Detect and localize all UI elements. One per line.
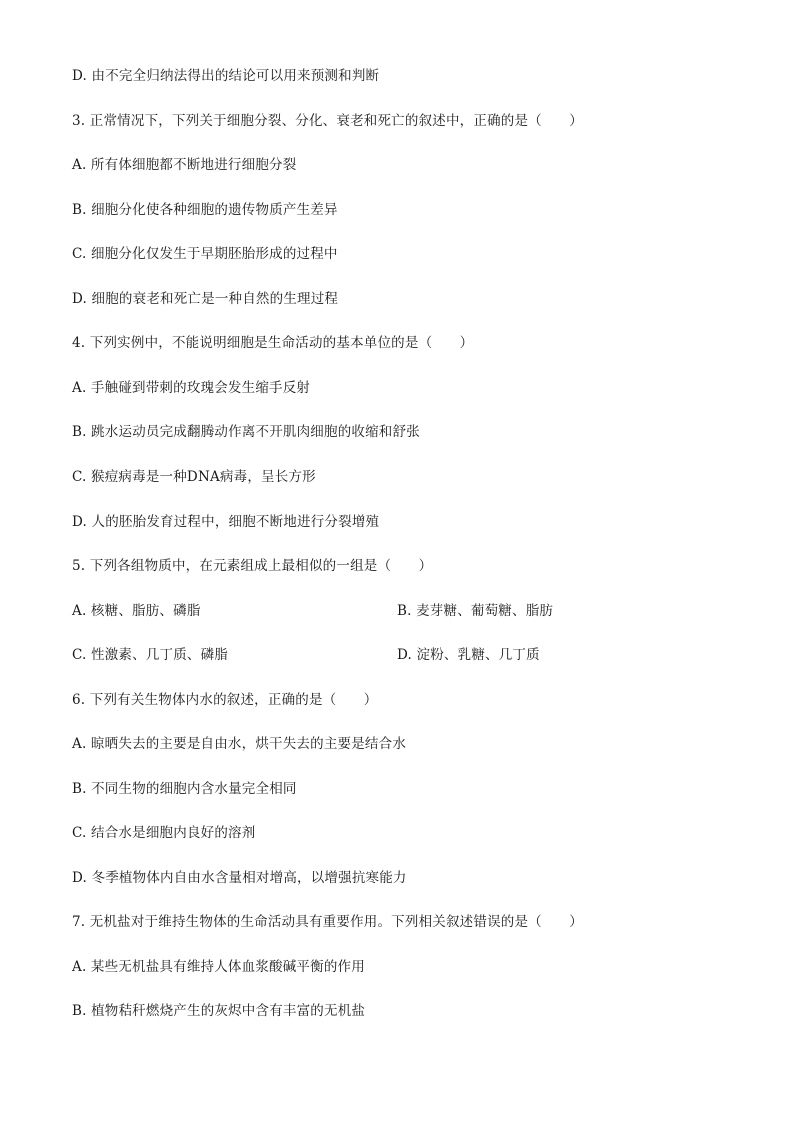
q4-stem: 4. 下列实例中，不能说明细胞是生命活动的基本单位的是（ ）: [72, 335, 474, 351]
q2-option-d: D. 由不完全归纳法得出的结论可以用来预测和判断: [72, 68, 380, 84]
q6-stem: 6. 下列有关生物体内水的叙述，正确的是（ ）: [72, 692, 378, 708]
q4-option-c: C. 猴痘病毒是一种DNA病毒，呈长方形: [72, 469, 316, 485]
q5-option-b: B. 麦芽糖、葡萄糖、脂肪: [397, 603, 554, 619]
q5-option-a: A. 核糖、脂肪、磷脂: [72, 603, 201, 619]
q5-stem: 5. 下列各组物质中，在元素组成上最相似的一组是（ ）: [72, 558, 433, 574]
q3-stem: 3. 正常情况下，下列关于细胞分裂、分化、衰老和死亡的叙述中，正确的是（ ）: [72, 113, 583, 129]
q3-option-b: B. 细胞分化使各种细胞的遗传物质产生差异: [72, 202, 338, 218]
q4-option-a: A. 手触碰到带刺的玫瑰会发生缩手反射: [72, 380, 311, 396]
q3-option-c: C. 细胞分化仅发生于早期胚胎形成的过程中: [72, 246, 338, 262]
q6-option-c: C. 结合水是细胞内良好的溶剂: [72, 825, 256, 841]
q6-option-b: B. 不同生物的细胞内含水量完全相同: [72, 781, 297, 797]
q5-option-c: C. 性激素、几丁质、磷脂: [72, 647, 229, 663]
q7-option-a: A. 某些无机盐具有维持人体血浆酸碱平衡的作用: [72, 959, 365, 975]
q6-option-a: A. 晾晒失去的主要是自由水，烘干失去的主要是结合水: [72, 736, 407, 752]
q4-option-b: B. 跳水运动员完成翻腾动作离不开肌肉细胞的收缩和舒张: [72, 424, 420, 440]
q5-option-d: D. 淀粉、乳糖、几丁质: [397, 647, 540, 663]
q4-option-d: D. 人的胚胎发育过程中，细胞不断地进行分裂增殖: [72, 514, 380, 530]
q7-stem: 7. 无机盐对于维持生物体的生命活动具有重要作用。下列相关叙述错误的是（ ）: [72, 914, 583, 930]
q3-option-d: D. 细胞的衰老和死亡是一种自然的生理过程: [72, 291, 339, 307]
q6-option-d: D. 冬季植物体内自由水含量相对增高，以增强抗寒能力: [72, 870, 407, 886]
q7-option-b: B. 植物秸秆燃烧产生的灰烬中含有丰富的无机盐: [72, 1003, 366, 1019]
q3-option-a: A. 所有体细胞都不断地进行细胞分裂: [72, 157, 297, 173]
